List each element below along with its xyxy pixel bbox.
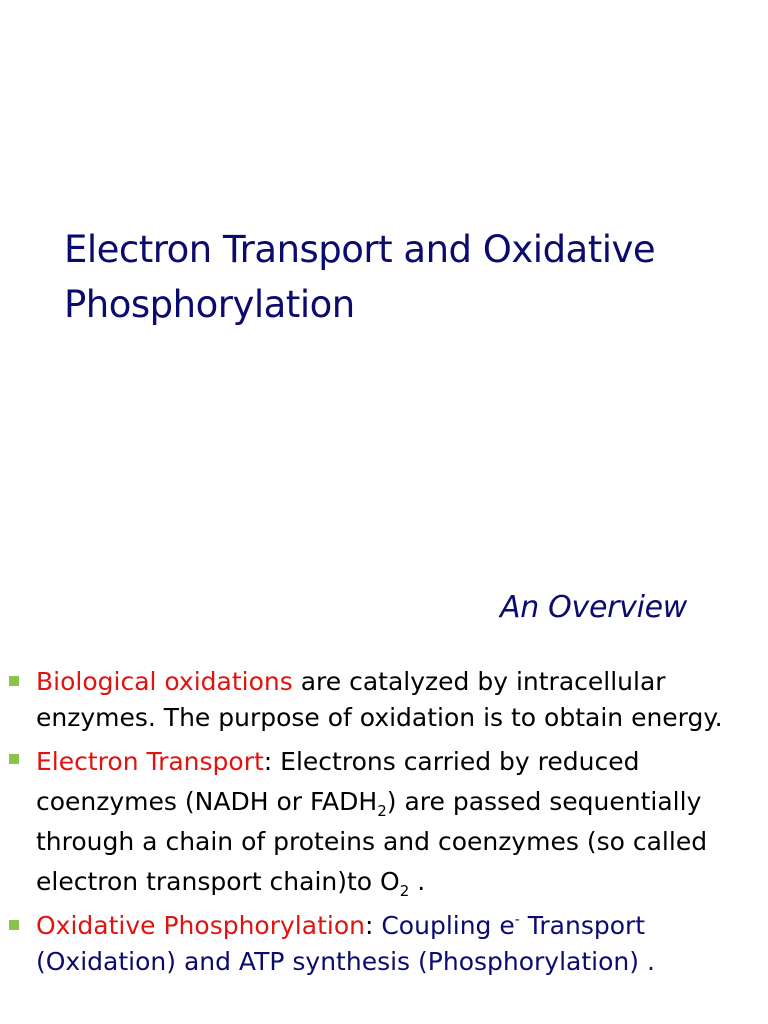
bullet-item-electron-transport xyxy=(0,742,768,902)
subscript: 2 xyxy=(377,802,387,820)
bullet-term: Oxidative Phosphorylation xyxy=(36,911,365,940)
bullet-text: are catalyzed by intracellular enzymes. The purpose of oxidation is to obtain energy. xyxy=(36,667,723,732)
slide-subtitle: An Overview xyxy=(500,590,688,625)
bullet-colon: : xyxy=(263,747,273,776)
bullet-item-biological-oxidations xyxy=(0,664,768,736)
bullet-colon: : xyxy=(364,911,374,940)
bullet-text: Transport (Oxidation) and ATP synthesis (Phosphorylation) . xyxy=(36,911,655,976)
square-bullet-icon xyxy=(9,920,19,930)
bullet-list xyxy=(0,664,768,986)
bullet-text: Electrons carried by reduced coenzymes (NADH or FADH xyxy=(36,747,640,816)
square-bullet-icon xyxy=(9,676,19,686)
bullet-text: ) are passed sequentially through a chain of proteins and coenzymes (so called electron transport chain)to O xyxy=(36,787,708,896)
subscript: 2 xyxy=(399,882,410,900)
slide-title: Electron Transport and Oxidative Phosphorylation xyxy=(64,228,656,326)
bullet-item-oxidative-phosphorylation xyxy=(0,908,768,980)
bullet-text: . xyxy=(409,867,426,896)
square-bullet-icon xyxy=(9,754,19,764)
bullet-term: Electron Transport xyxy=(36,747,264,776)
bullet-text: Coupling e xyxy=(373,911,515,940)
superscript: - xyxy=(514,912,520,928)
bullet-term: Biological oxidations xyxy=(36,667,293,696)
